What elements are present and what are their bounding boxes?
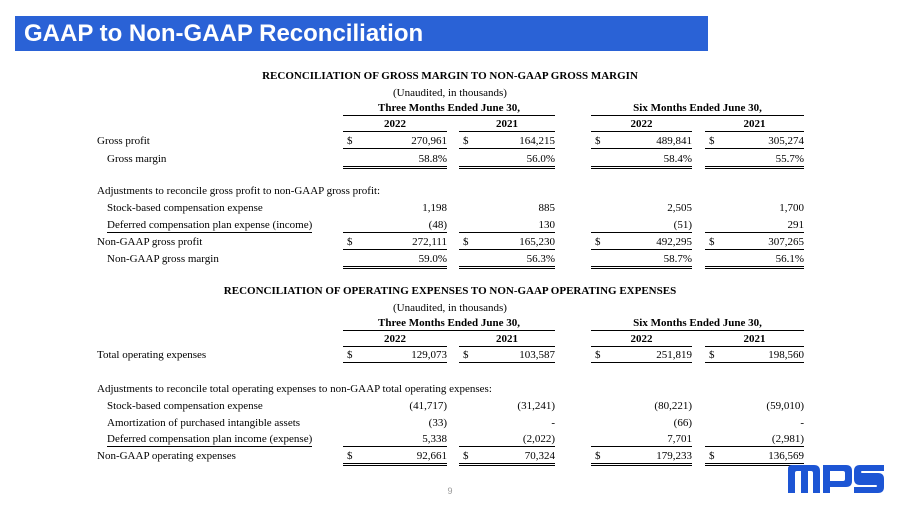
currency-symbol: $ [595,236,601,248]
table-cell [459,235,555,250]
page-number: 9 [447,486,453,496]
table-cell [705,152,804,169]
currency-symbol: $ [347,450,353,462]
six-months-header: Six Months Ended June 30, [591,101,804,116]
table-row [0,218,900,233]
opex-section-subtitle: (Unaudited, in thousands) [393,302,507,314]
currency-symbol: $ [347,349,353,361]
row-label: Gross profit [97,135,150,147]
table-cell [705,201,804,216]
cell-value: - [551,417,555,429]
cell-value: 164,215 [519,135,555,147]
currency-symbol: $ [595,450,601,462]
table-row [0,399,900,414]
table-cell [343,134,447,149]
cell-value: 489,841 [656,135,692,147]
cell-value: (59,010) [766,400,804,412]
row-label: Adjustments to reconcile total operating expenses to non-GAAP total operating expenses: [97,383,492,395]
cell-value: 130 [538,219,555,231]
cell-value: 307,265 [768,236,804,248]
cell-value: (2,022) [522,433,555,445]
year-header: 2021 [459,333,555,347]
table-row [0,235,900,250]
year-header: 2021 [705,333,804,347]
three-months-header: Three Months Ended June 30, [343,101,555,116]
cell-value: 7,701 [667,433,692,445]
gross-margin-section-title: RECONCILIATION OF GROSS MARGIN TO NON-GAAP GROSS MARGIN [262,70,638,82]
table-cell [459,252,555,269]
table-cell [343,252,447,269]
cell-value: (31,241) [517,400,555,412]
table-cell [343,218,447,233]
year-header: 2022 [343,118,447,132]
row-label: Adjustments to reconcile gross profit to non-GAAP gross profit: [97,185,381,197]
cell-value: 165,230 [519,236,555,248]
table-row [0,252,900,267]
cell-value: 58.8% [418,153,447,165]
cell-value: 251,819 [656,349,692,361]
cell-value: (66) [673,417,692,429]
table-cell [591,134,692,149]
table-cell [343,432,447,447]
currency-symbol: $ [463,450,469,462]
table-row [0,449,900,464]
table-cell [705,432,804,447]
cell-value: 179,233 [656,450,692,462]
currency-symbol: $ [709,349,715,361]
cell-value: 198,560 [768,349,804,361]
table-row [0,348,900,363]
table-cell [591,152,692,169]
row-label: Stock-based compensation expense [107,202,263,214]
table-cell [591,235,692,250]
table-cell [705,416,804,431]
year-header: 2022 [591,118,692,132]
cell-value: 1,198 [422,202,447,214]
gross-margin-section-subtitle: (Unaudited, in thousands) [393,87,507,99]
cell-value: 885 [538,202,555,214]
six-months-header: Six Months Ended June 30, [591,316,804,331]
table-row [0,152,900,167]
year-header: 2022 [343,333,447,347]
table-row [0,201,900,216]
table-row [0,382,900,397]
cell-value: 58.7% [663,253,692,265]
currency-symbol: $ [463,135,469,147]
currency-symbol: $ [595,349,601,361]
table-cell [343,449,447,466]
currency-symbol: $ [463,349,469,361]
table-cell [705,134,804,149]
cell-value: 272,111 [412,236,447,248]
table-cell [343,152,447,169]
cell-value: 270,961 [411,135,447,147]
table-cell [705,449,804,466]
table-cell [343,416,447,431]
currency-symbol: $ [347,236,353,248]
currency-symbol: $ [709,450,715,462]
table-cell [705,218,804,233]
cell-value: 56.1% [775,253,804,265]
table-cell [705,399,804,414]
mps-logo [788,465,884,493]
cell-value: 56.3% [526,253,555,265]
table-cell [459,449,555,466]
cell-value: 70,324 [524,450,555,462]
cell-value: 136,569 [768,450,804,462]
cell-value: 56.0% [526,153,555,165]
currency-symbol: $ [347,135,353,147]
row-label: Deferred compensation plan income (expense) [107,433,313,445]
cell-value: (2,981) [771,433,804,445]
three-months-header: Three Months Ended June 30, [343,316,555,331]
table-cell [459,134,555,149]
cell-value: - [800,417,804,429]
table-cell [459,432,555,447]
table-cell [705,235,804,250]
table-row [0,432,900,447]
table-cell [591,218,692,233]
currency-symbol: $ [709,236,715,248]
table-cell [705,348,804,363]
table-cell [591,252,692,269]
row-label: Gross margin [107,153,167,165]
cell-value: 129,073 [411,349,447,361]
cell-value: 103,587 [519,349,555,361]
table-row [0,134,900,149]
table-cell [591,201,692,216]
cell-value: 92,661 [416,450,447,462]
currency-symbol: $ [463,236,469,248]
year-header: 2022 [591,333,692,347]
table-cell [459,399,555,414]
table-cell [343,399,447,414]
row-label: Non-GAAP gross margin [107,253,219,265]
table-cell [591,449,692,466]
year-header: 2021 [705,118,804,132]
table-cell [591,432,692,447]
table-cell [591,348,692,363]
row-label: Non-GAAP gross profit [97,236,203,248]
table-cell [343,348,447,363]
cell-value: 58.4% [663,153,692,165]
table-cell [459,152,555,169]
row-label: Amortization of purchased intangible assets [107,417,301,429]
row-label: Stock-based compensation expense [107,400,263,412]
cell-value: (80,221) [654,400,692,412]
currency-symbol: $ [709,135,715,147]
table-cell [459,416,555,431]
cell-value: 2,505 [667,202,692,214]
row-label: Non-GAAP operating expenses [97,450,236,462]
table-cell [591,399,692,414]
cell-value: 492,295 [656,236,692,248]
table-cell [343,201,447,216]
table-cell [459,201,555,216]
cell-value: 59.0% [418,253,447,265]
table-cell [459,348,555,363]
table-row [0,184,900,199]
slide-title: GAAP to Non-GAAP Reconciliation [15,16,708,51]
table-cell [705,252,804,269]
cell-value: 55.7% [775,153,804,165]
cell-value: 291 [787,219,804,231]
cell-value: (33) [428,417,447,429]
table-cell [343,235,447,250]
currency-symbol: $ [595,135,601,147]
table-cell [591,416,692,431]
cell-value: 1,700 [779,202,804,214]
cell-value: 305,274 [768,135,804,147]
table-row [0,416,900,431]
row-label: Total operating expenses [97,349,207,361]
row-label: Deferred compensation plan expense (income) [107,219,313,231]
cell-value: (48) [428,219,447,231]
cell-value: (41,717) [409,400,447,412]
cell-value: (51) [673,219,692,231]
opex-section-title: RECONCILIATION OF OPERATING EXPENSES TO NON-GAAP OPERATING EXPENSES [223,285,677,297]
year-header: 2021 [459,118,555,132]
table-cell [459,218,555,233]
cell-value: 5,338 [422,433,447,445]
